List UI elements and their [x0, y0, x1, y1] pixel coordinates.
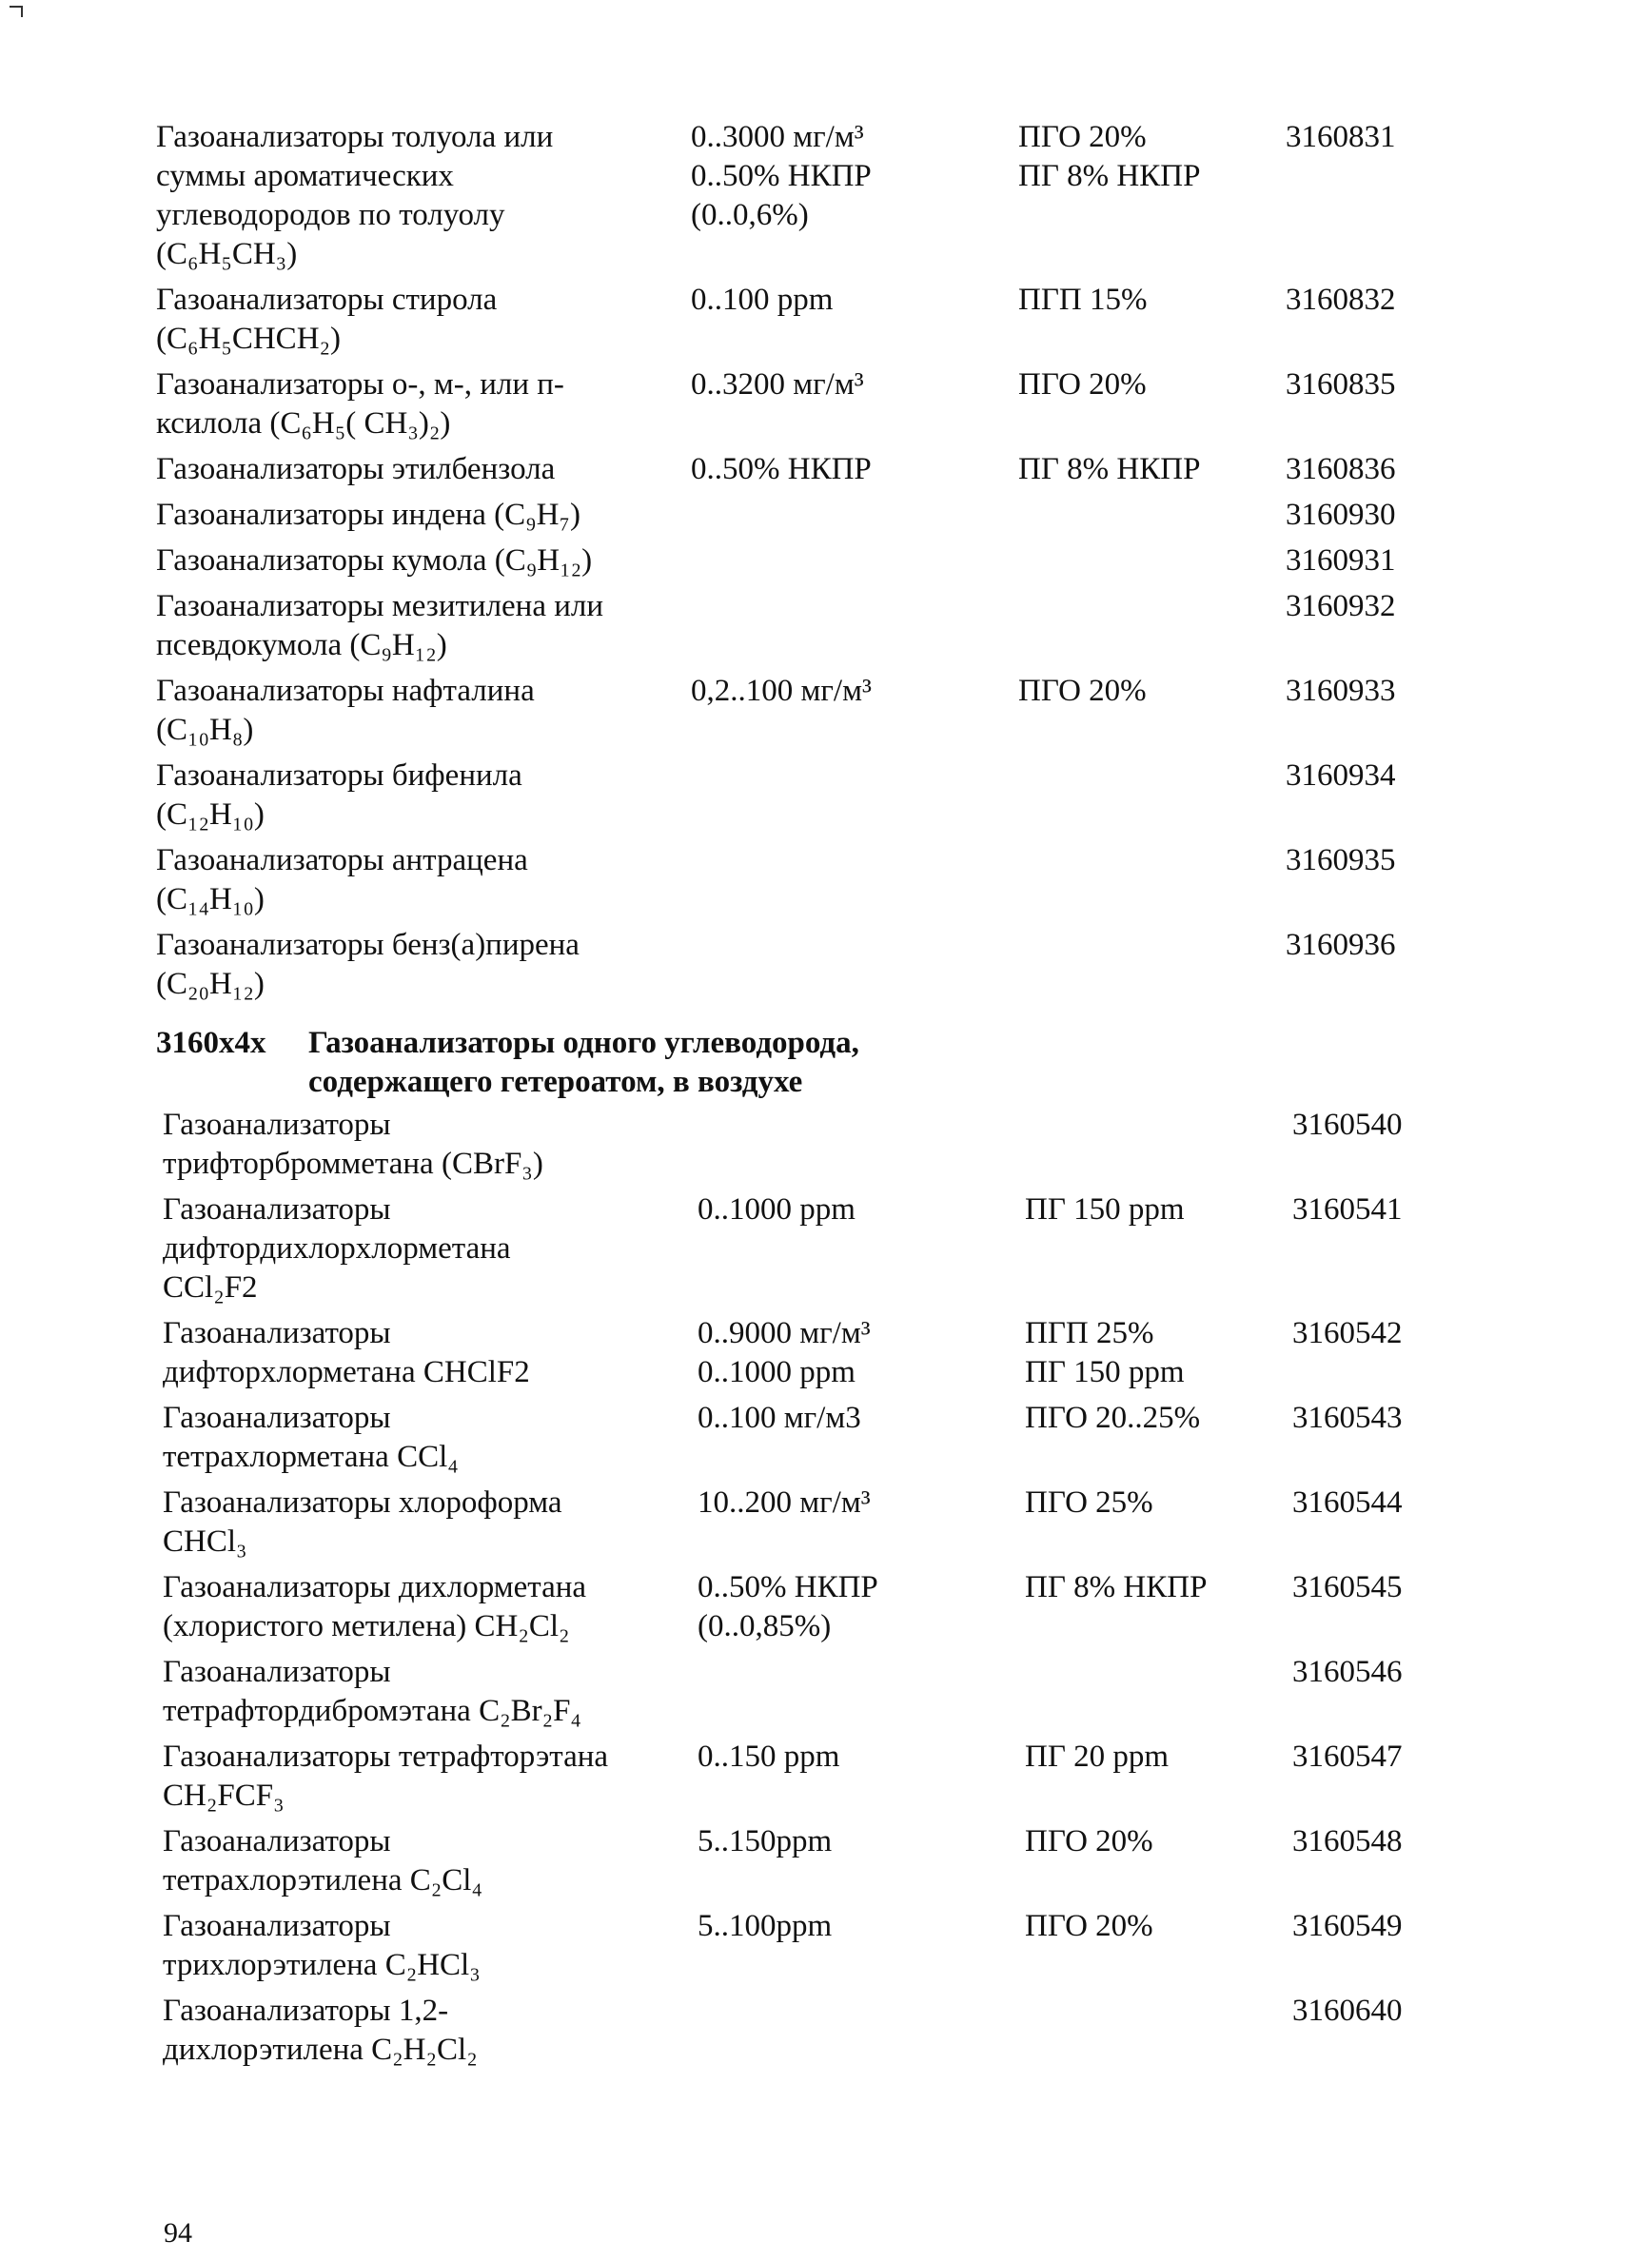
gas-class [1018, 757, 1286, 835]
product-code: 3160547 [1292, 1740, 1403, 1774]
table-row [156, 1653, 1507, 1738]
product-code: 3160545 [1292, 1570, 1403, 1604]
table-row [156, 1907, 1507, 1992]
table-group-heteroatom [156, 1106, 1507, 2076]
product-code: 3160542 [1292, 1316, 1403, 1350]
analyzer-name: Газоанализаторы трихлорэтилена C₂HCl₃ [163, 1909, 481, 1982]
analyzer-name: Газоанализаторы индена (C₉H₇) [156, 498, 580, 532]
product-code: 3160832 [1286, 283, 1396, 317]
analyzer-name: Газоанализаторы нафталина (C₁₀H₈) [156, 674, 535, 747]
gas-class: ПГО 20% ПГ 8% НКПР [1018, 120, 1201, 193]
gas-class [1018, 841, 1286, 919]
gas-class [1025, 1653, 1292, 1731]
measurement-range: 10..200 мг/м³ [698, 1485, 871, 1520]
product-code: 3160930 [1286, 498, 1396, 532]
measurement-range [698, 1106, 1025, 1184]
analyzer-name: Газоанализаторы 1,2- дихлорэтилена C₂H₂Cl₂ [163, 1994, 478, 2067]
table-row [156, 281, 1507, 365]
gas-class: ПГО 25% [1025, 1485, 1153, 1520]
product-code: 3160640 [1292, 1994, 1403, 2028]
table-row [156, 496, 1507, 541]
analyzer-name: Газоанализаторы толуола или суммы ароматических углеводородов по толуолу (C₆H₅CH₃) [156, 120, 554, 271]
gas-class: ПГО 20% [1025, 1824, 1153, 1858]
table-row [156, 541, 1507, 587]
measurement-range [698, 1992, 1025, 2070]
measurement-range: 0..100 мг/м3 [698, 1401, 861, 1435]
product-code: 3160932 [1286, 589, 1396, 623]
product-code: 3160836 [1286, 452, 1396, 486]
product-code: 3160931 [1286, 543, 1396, 578]
page-number: 94 [164, 2217, 192, 2249]
measurement-range: 0,2..100 мг/м³ [691, 674, 872, 708]
measurement-range [691, 757, 1018, 835]
gas-class [1018, 587, 1286, 665]
section-number: 3160x4x [156, 1026, 266, 1060]
product-code: 3160935 [1286, 843, 1396, 877]
table-row [156, 1992, 1507, 2076]
table-row [156, 1568, 1507, 1653]
gas-class: ПГО 20% [1025, 1909, 1153, 1943]
analyzer-name: Газоанализаторы бифенила (C₁₂H₁₀) [156, 758, 522, 832]
gas-class [1018, 926, 1286, 1004]
table-row [156, 587, 1507, 672]
measurement-range: 0..3000 мг/м³ 0..50% НКПР (0..0,6%) [691, 120, 872, 232]
measurement-range: 0..150 ppm [698, 1740, 840, 1774]
table-row [156, 926, 1507, 1011]
table-row [156, 1822, 1507, 1907]
table-row [156, 841, 1507, 926]
product-code: 3160933 [1286, 674, 1396, 708]
measurement-range [691, 926, 1018, 1004]
gas-analyzer-table [156, 118, 1507, 2076]
analyzer-name: Газоанализаторы этилбензола [156, 452, 556, 486]
measurement-range [691, 587, 1018, 665]
measurement-range [698, 1653, 1025, 1731]
analyzer-name: Газоанализаторы дифтордихлорхлорметана CCl₂F2 [163, 1192, 511, 1305]
table-row [156, 1190, 1507, 1314]
table-row [156, 1314, 1507, 1399]
product-code: 3160936 [1286, 928, 1396, 962]
analyzer-name: Газоанализаторы антрацена (C₁₄H₁₀) [156, 843, 528, 916]
gas-class: ПГ 8% НКПР [1018, 452, 1201, 486]
product-code: 3160835 [1286, 367, 1396, 402]
product-code: 3160549 [1292, 1909, 1403, 1943]
product-code: 3160543 [1292, 1401, 1403, 1435]
scan-corner-mark [10, 6, 23, 17]
analyzer-name: Газоанализаторы стирола (C₆H₅CHCH₂) [156, 283, 498, 356]
table-row [156, 118, 1507, 281]
product-code: 3160546 [1292, 1655, 1403, 1689]
table-row [156, 1738, 1507, 1822]
analyzer-name: Газоанализаторы тетрафторэтана CH₂FCF₃ [163, 1740, 609, 1813]
product-code: 3160541 [1292, 1192, 1403, 1227]
gas-class [1018, 496, 1286, 535]
measurement-range [691, 841, 1018, 919]
measurement-range: 5..100ppm [698, 1909, 833, 1943]
analyzer-name: Газоанализаторы тетрахлорэтилена C₂Cl₄ [163, 1824, 482, 1897]
measurement-range: 0..3200 мг/м³ [691, 367, 864, 402]
measurement-range [691, 496, 1018, 535]
analyzer-name: Газоанализаторы дихлорметана (хлористого метилена) CH₂Cl₂ [163, 1570, 587, 1643]
product-code: 3160548 [1292, 1824, 1403, 1858]
table-group-aromatic [156, 118, 1507, 1011]
gas-class [1025, 1106, 1292, 1184]
gas-class: ПГП 25% ПГ 150 ppm [1025, 1316, 1185, 1389]
product-code: 3160544 [1292, 1485, 1403, 1520]
analyzer-name: Газоанализаторы хлороформа CHCl₃ [163, 1485, 562, 1559]
analyzer-name: Газоанализаторы кумола (C₉H₁₂) [156, 543, 593, 578]
measurement-range: 0..50% НКПР [691, 452, 872, 486]
analyzer-name: Газоанализаторы трифторбромметана (CBrF₃) [163, 1108, 543, 1181]
analyzer-name: Газоанализаторы о-, м-, или п- ксилола (C₆H₅( CH₃)₂) [156, 367, 564, 441]
gas-class: ПГП 15% [1018, 283, 1148, 317]
measurement-range [691, 541, 1018, 580]
measurement-range: 0..50% НКПР (0..0,85%) [698, 1570, 878, 1643]
measurement-range: 0..100 ppm [691, 283, 834, 317]
table-row [156, 1484, 1507, 1568]
section-heading [156, 1011, 1507, 1106]
table-row [156, 365, 1507, 450]
analyzer-name: Газоанализаторы тетрахлорметана CCl₄ [163, 1401, 459, 1474]
gas-class: ПГ 8% НКПР [1025, 1570, 1208, 1604]
table-row [156, 757, 1507, 841]
table-row [156, 672, 1507, 757]
gas-class: ПГ 150 ppm [1025, 1192, 1185, 1227]
analyzer-name: Газоанализаторы мезитилена или псевдокумола (C₉H₁₂) [156, 589, 604, 662]
gas-class [1025, 1992, 1292, 2070]
product-code: 3160831 [1286, 120, 1396, 154]
gas-class: ПГО 20% [1018, 674, 1147, 708]
section-title: Газоанализаторы одного углеводорода, содержащего гетероатом, в воздухе [308, 1026, 859, 1099]
product-code: 3160540 [1292, 1108, 1403, 1142]
measurement-range: 0..1000 ppm [698, 1192, 856, 1227]
gas-class: ПГО 20..25% [1025, 1401, 1201, 1435]
table-row [156, 450, 1507, 496]
gas-class: ПГ 20 ppm [1025, 1740, 1170, 1774]
table-row [156, 1399, 1507, 1484]
analyzer-name: Газоанализаторы бенз(а)пирена (C₂₀H₁₂) [156, 928, 580, 1001]
analyzer-name: Газоанализаторы тетрафтордибромэтана C₂Br₂F₄ [163, 1655, 581, 1728]
gas-class [1018, 541, 1286, 580]
analyzer-name: Газоанализаторы дифторхлорметана CHClF2 [163, 1316, 530, 1389]
measurement-range: 5..150ppm [698, 1824, 833, 1858]
measurement-range: 0..9000 мг/м³ 0..1000 ppm [698, 1316, 871, 1389]
product-code: 3160934 [1286, 758, 1396, 793]
gas-class: ПГО 20% [1018, 367, 1147, 402]
table-row [156, 1106, 1507, 1190]
